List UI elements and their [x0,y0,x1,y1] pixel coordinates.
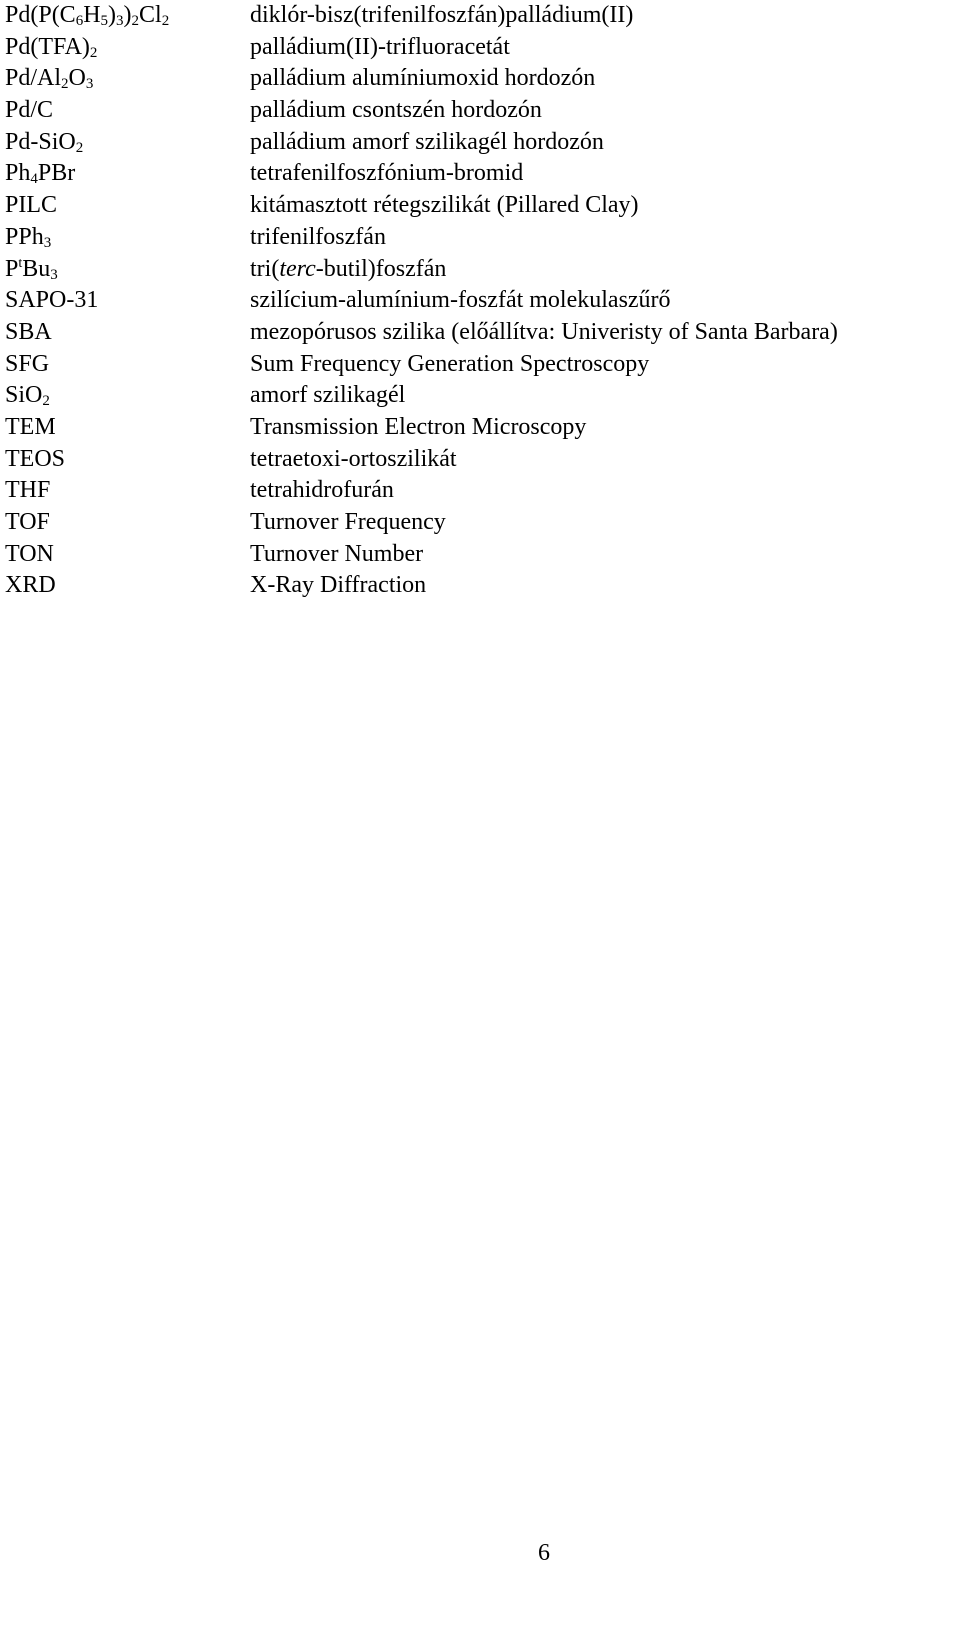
abbreviation-definition: Turnover Number [250,540,424,567]
abbreviation-row [5,444,955,476]
abbreviation-list [5,0,955,602]
abbreviation-row [5,32,955,64]
abbreviation-row [5,412,955,444]
abbreviation-row [5,95,955,127]
abbreviation-term: TON [5,540,54,567]
abbreviation-definition: szilícium-alumínium-foszfát molekulaszűrő [250,287,671,314]
abbreviation-row [5,570,955,602]
abbreviation-term: SBA [5,318,52,345]
abbreviation-definition: diklór-bisz(trifenilfoszfán)palládium(II) [250,2,634,28]
abbreviation-term: TEOS [5,445,65,472]
abbreviation-definition: kitámasztott rétegszilikát (Pillared Clay) [250,192,639,219]
abbreviation-definition: palládium csontszén hordozón [250,97,542,124]
abbreviation-term: $Pd(P(C_6H_5)_3)_2Cl_2$ [5,2,170,29]
abbreviation-definition: tetrafenilfoszfónium-bromid [250,160,524,187]
abbreviation-row [5,254,955,286]
abbreviation-term: $Pd/Al_2O_3$ [5,65,94,93]
abbreviation-definition: tri(terc-butil)foszfán [250,255,447,282]
abbreviation-definition: tetrahidrofurán [250,477,394,504]
abbreviation-term: $Ph_4PBr$ [5,160,76,188]
abbreviation-term: SiO$_2$ [5,382,50,410]
abbreviation-row [5,285,955,317]
abbreviation-term: PPh$_3$ [5,223,52,251]
abbreviation-term: $Pd(TFA)_2$ [5,33,98,61]
abbreviation-definition: tetraetoxi-ortoszilikát [250,445,457,472]
abbreviation-row [5,475,955,507]
abbreviation-term: Pd-SiO$_2$ [5,128,84,156]
abbreviation-term: $P^tBu_3$ [5,255,58,283]
abbreviation-row [5,507,955,539]
abbreviation-row [5,317,955,349]
abbreviation-term: SFG [5,350,50,377]
abbreviation-definition: palládium amorf szilikagél hordozón [250,128,604,155]
abbreviation-definition: amorf szilikagél [250,382,406,409]
abbreviation-term: Pd/C [5,97,54,124]
abbreviation-definition: mezopórusos szilika (előállítva: Univeristy of Santa Barbara) [250,318,838,345]
abbreviation-row [5,380,955,412]
abbreviation-row [5,0,955,32]
abbreviation-row [5,222,955,254]
abbreviation-term: PILC [5,192,58,219]
abbreviation-definition: Turnover Frequency [250,509,446,535]
abbreviation-term: TEM [5,413,56,440]
abbreviation-row [5,539,955,571]
abbreviation-row [5,349,955,381]
abbreviation-definition: trifenilfoszfán [250,223,386,250]
abbreviation-row [5,63,955,95]
abbreviation-row [5,127,955,159]
abbreviation-term: TOF [5,509,50,535]
abbreviation-definition: palládium(II)-trifluoracetát [250,33,510,60]
abbreviation-term: THF [5,477,51,504]
abbreviation-row [5,190,955,222]
abbreviation-definition: palládium alumíniumoxid hordozón [250,65,596,92]
abbreviation-term: XRD [5,572,56,599]
abbreviation-row [5,158,955,190]
abbreviation-definition: Sum Frequency Generation Spectroscopy [250,350,650,377]
abbreviation-definition: X-Ray Diffraction [250,572,427,599]
abbreviation-term: SAPO-31 [5,287,99,314]
page-number: 6 [538,1540,550,1566]
abbreviation-definition: Transmission Electron Microscopy [250,413,587,440]
